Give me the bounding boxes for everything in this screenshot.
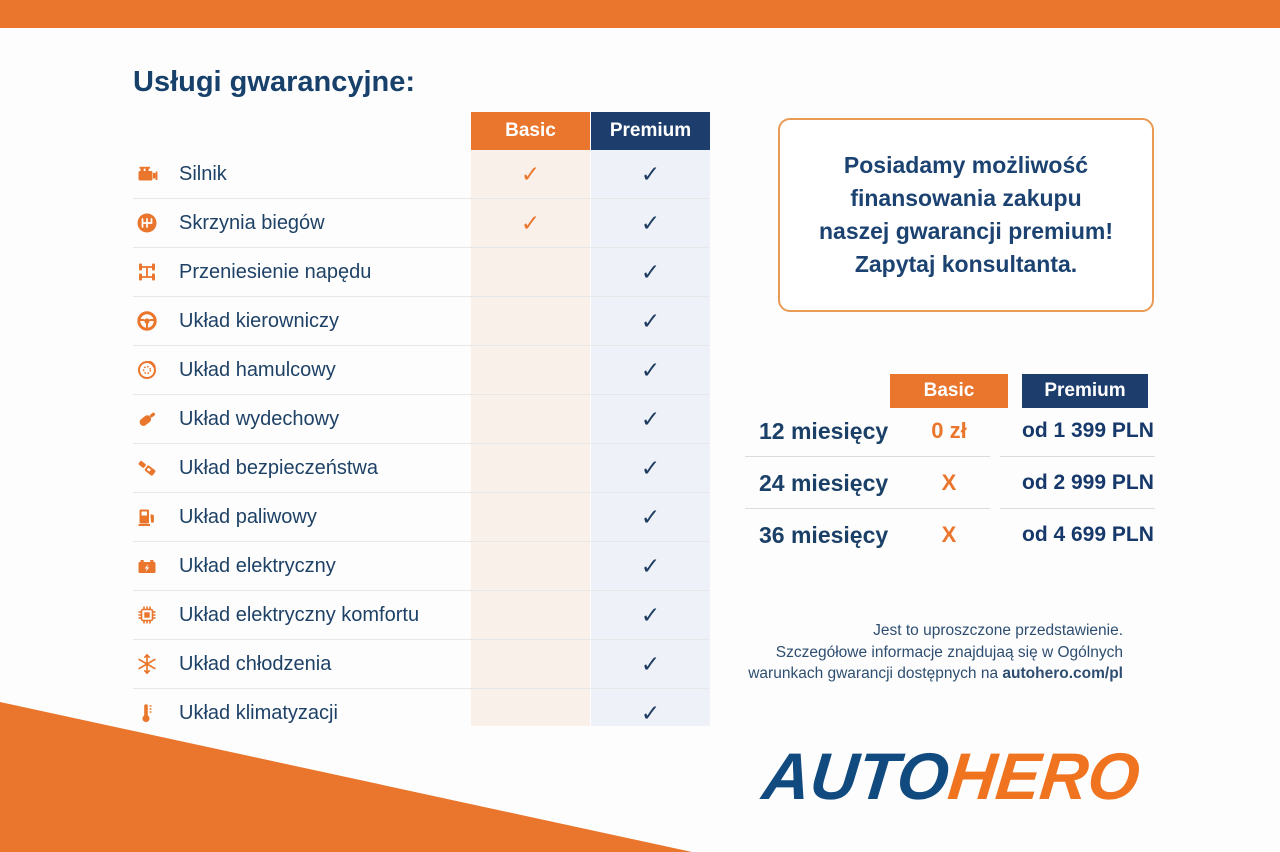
pricing-basic-value: X (941, 522, 957, 547)
table-row (133, 346, 710, 395)
premium-check-icon: ✓ (640, 258, 661, 285)
table-row (133, 444, 710, 493)
premium-column-header: Premium (591, 112, 710, 150)
steering-wheel-icon (135, 309, 161, 333)
divider (1000, 508, 1155, 509)
service-label: Przeniesienie napędu (179, 260, 372, 283)
premium-check-icon: ✓ (640, 160, 661, 187)
brake-disc-icon (135, 358, 161, 382)
thermometer-icon (135, 701, 161, 725)
table-row (133, 395, 710, 444)
service-label: Układ hamulcowy (179, 358, 336, 381)
gearbox-icon (135, 211, 161, 235)
engine-icon (135, 162, 161, 186)
divider (745, 456, 990, 457)
financing-line: naszej gwarancji premium! (819, 218, 1113, 244)
seatbelt-icon (135, 456, 161, 480)
disclaimer-line3-prefix: warunkach gwarancji dostępnych na (748, 665, 1003, 682)
premium-check-icon: ✓ (640, 503, 661, 530)
pricing-row (745, 414, 1158, 448)
disclaimer-line (563, 663, 1123, 685)
service-label: Układ chłodzenia (179, 652, 332, 675)
financing-info-box (778, 118, 1154, 312)
battery-icon (135, 554, 161, 578)
basic-check-icon: ✓ (520, 160, 541, 187)
financing-line: finansowania zakupu (850, 185, 1082, 211)
pricing-period: 36 miesięcy (759, 522, 889, 548)
table-row (133, 542, 710, 591)
table-row (133, 248, 710, 297)
premium-check-icon: ✓ (640, 650, 661, 677)
basic-column-header: Basic (471, 112, 590, 150)
logo-hero: HERO (944, 739, 1144, 813)
drivetrain-icon (135, 260, 161, 284)
service-label: Układ bezpieczeństwa (179, 456, 378, 479)
pricing-period: 12 miesięcy (759, 418, 889, 444)
top-orange-bar (0, 0, 1280, 28)
table-row (133, 297, 710, 346)
basic-check-icon: ✓ (520, 209, 541, 236)
service-label: Układ klimatyzacji (179, 701, 338, 724)
pricing-row (745, 518, 1158, 552)
service-label: Układ elektryczny (179, 554, 336, 577)
page-title: Usługi gwarancyjne: (133, 66, 416, 98)
disclaimer-line: Szczegółowe informacje znajdujaą się w Ogólnych (775, 643, 1123, 661)
pricing-basic-value: X (941, 470, 957, 495)
pricing-premium-header: Premium (1022, 374, 1148, 408)
fuel-pump-icon (135, 505, 161, 529)
divider (745, 508, 990, 509)
financing-line: Posiadamy możliwość (843, 152, 1089, 178)
service-label: Układ elektryczny komfortu (179, 603, 420, 626)
pricing-basic-header: Basic (890, 374, 1008, 408)
service-label: Silnik (179, 162, 227, 185)
disclaimer-url: autohero.com/pl (1002, 665, 1123, 682)
pricing-premium-value: od 4 699 PLN (1022, 523, 1154, 546)
snowflake-icon (135, 652, 161, 676)
divider (1000, 456, 1155, 457)
disclaimer-text (563, 620, 1123, 685)
logo-auto: AUTO (759, 739, 953, 813)
table-row (133, 199, 710, 248)
disclaimer-line: Jest to uproszczone przedstawienie. (873, 622, 1123, 639)
premium-check-icon: ✓ (640, 552, 661, 579)
financing-line: Zapytaj konsultanta. (854, 251, 1078, 277)
pricing-basic-value: 0 zł (931, 418, 967, 443)
premium-check-icon: ✓ (640, 307, 661, 334)
service-label: Skrzynia biegów (179, 211, 325, 234)
table-row (133, 689, 710, 737)
premium-check-icon: ✓ (640, 356, 661, 383)
service-label: Układ paliwowy (179, 505, 317, 528)
table-row (133, 493, 710, 542)
autohero-logo (759, 738, 1143, 814)
chip-icon (135, 603, 161, 627)
exhaust-icon (135, 407, 161, 431)
premium-check-icon: ✓ (640, 454, 661, 481)
pricing-premium-value: od 2 999 PLN (1022, 471, 1154, 494)
pricing-premium-value: od 1 399 PLN (1022, 419, 1154, 442)
pricing-period: 24 miesięcy (759, 470, 889, 496)
premium-check-icon: ✓ (640, 601, 661, 628)
table-row (133, 150, 710, 199)
service-label: Układ kierowniczy (179, 309, 340, 332)
service-label: Układ wydechowy (179, 407, 340, 430)
premium-check-icon: ✓ (640, 209, 661, 236)
premium-check-icon: ✓ (640, 405, 661, 432)
pricing-row (745, 466, 1158, 500)
premium-check-icon: ✓ (640, 699, 661, 726)
